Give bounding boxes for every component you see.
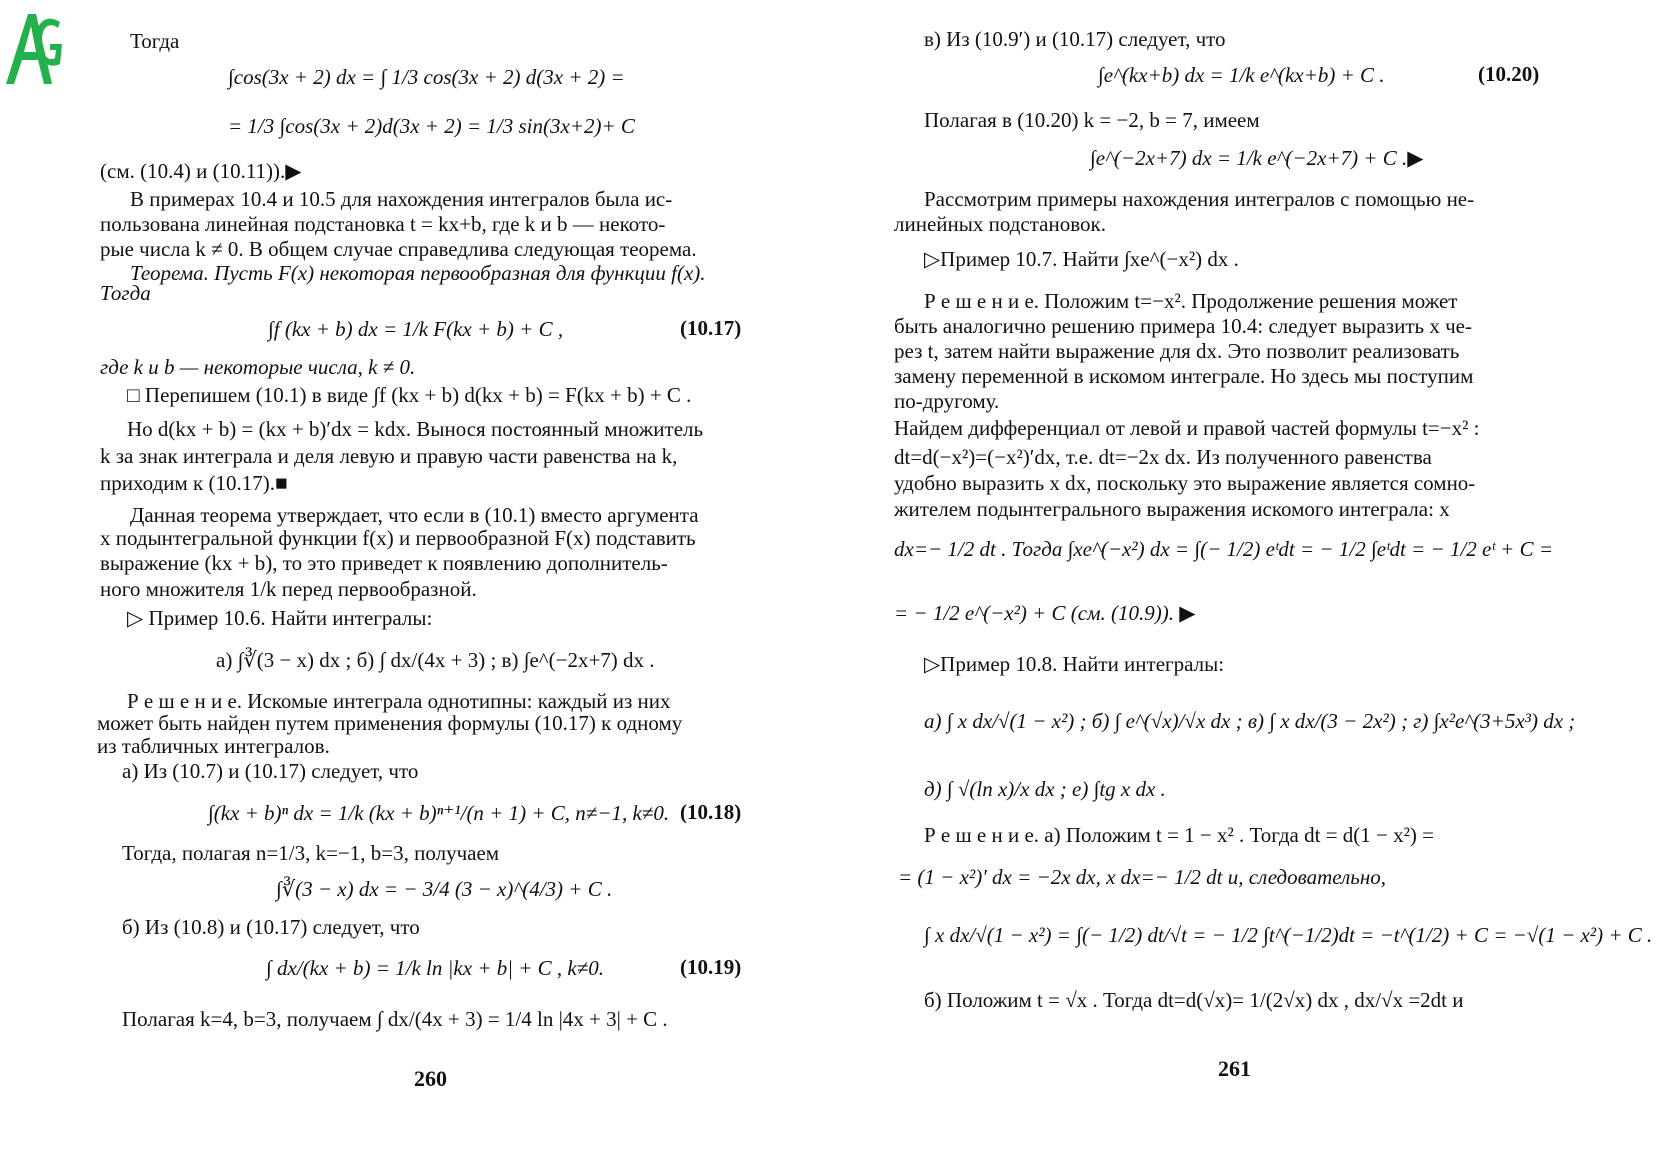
text-line: линейных подстановок. <box>894 212 1106 236</box>
text-line: Найдем дифференциал от левой и правой частей формулы t=−x² : <box>894 416 1480 440</box>
example-heading: ▷Пример 10.7. Найти ∫xe^(−x²) dx . <box>924 247 1239 271</box>
formula-line: dx=− 1/2 dt . Тогда ∫xe^(−x²) dx = ∫(− 1/2) eᵗdt = − 1/2 ∫eᵗdt = − 1/2 eᵗ + C = <box>894 537 1553 561</box>
text-line: быть аналогично решению примера 10.4: следует выразить x че- <box>894 314 1472 338</box>
text-line: жителем подынтегрального выражения искомого интеграла: x <box>894 497 1450 521</box>
text-line: из табличных интегралов. <box>97 734 330 758</box>
text-line: □ Перепишем (10.1) в виде ∫f (kx + b) d(kx + b) = F(kx + b) + C . <box>127 383 692 407</box>
equation-number: (10.20) <box>1478 62 1540 86</box>
example-heading: ▷ Пример 10.6. Найти интегралы: <box>127 606 433 630</box>
formula-line: = (1 − x²)′ dx = −2x dx, x dx=− 1/2 dt и, следовательно, <box>898 865 1386 889</box>
text-line: выражение (kx + b), то это приведет к появлению дополнитель- <box>100 551 668 575</box>
equation-number: (10.18) <box>680 800 742 824</box>
left-page <box>0 0 830 1161</box>
page-number: 261 <box>1218 1056 1251 1081</box>
text-line: Полагая k=4, b=3, получаем ∫ dx/(4x + 3) = 1/4 ln |4x + 3| + C . <box>122 1007 668 1031</box>
theorem-line: Теорема. Пусть F(x) некоторая первообразная для функции f(x). <box>130 261 706 285</box>
formula-line: ∫ dx/(kx + b) = 1/k ln |kx + b| + C , k≠0. <box>266 956 604 980</box>
text-line: Тогда, полагая n=1/3, k=−1, b=3, получаем <box>122 841 500 865</box>
text-line: Полагая в (10.20) k = −2, b = 7, имеем <box>924 108 1260 132</box>
example-heading: ▷Пример 10.8. Найти интегралы: <box>924 652 1225 676</box>
text-line: рые числа k ≠ 0. В общем случае справедлива следующая теорема. <box>100 237 697 261</box>
formula-line: ∫cos(3x + 2) dx = ∫ 1/3 cos(3x + 2) d(3x + 2) = <box>228 65 625 89</box>
formula-line: ∫f (kx + b) dx = 1/k F(kx + b) + C , <box>268 317 564 341</box>
text-line: удобно выразить x dx, поскольку это выражение является сомно- <box>894 471 1476 495</box>
text-line: в) Из (10.9′) и (10.17) следует, что <box>924 27 1226 51</box>
text-line: б) Положим t = √x . Тогда dt=d(√x)= 1/(2√x) dx , dx/√x =2dt и <box>924 988 1464 1012</box>
formula-line: ∫e^(−2x+7) dx = 1/k e^(−2x+7) + C .▶ <box>1090 146 1424 170</box>
text-line: а) Из (10.7) и (10.17) следует, что <box>122 759 419 783</box>
text-line: Рассмотрим примеры нахождения интегралов с помощью не- <box>924 187 1475 211</box>
text-line: dt=d(−x²)=(−x²)′dx, т.е. dt=−2x dx. Из полученного равенства <box>894 445 1432 469</box>
theorem-line: Тогда <box>100 281 151 305</box>
text-line: пользована линейная подстановка t = kx+b, где k и b — некото- <box>100 212 666 236</box>
formula-line: ∫e^(kx+b) dx = 1/k e^(kx+b) + C . <box>1098 63 1385 87</box>
formula-line: = 1/3 ∫cos(3x + 2)d(3x + 2) = 1/3 sin(3x+2)+ C <box>228 114 635 138</box>
text-line: рез t, затем найти выражение для dx. Это позволит реализовать <box>894 339 1460 363</box>
text-line: k за знак интеграла и деля левую и правую части равенства на k, <box>100 444 678 468</box>
text-line: x подынтегральной функции f(x) и первообразной F(x) подставить <box>100 526 696 550</box>
formula-line: ∫(kx + b)ⁿ dx = 1/k (kx + b)ⁿ⁺¹/(n + 1) + C, n≠−1, k≠0. <box>208 801 670 825</box>
text-line: Р е ш е н и е. Искомые интеграла однотипны: каждый из них <box>127 689 671 713</box>
text-line: Но d(kx + b) = (kx + b)′dx = kdx. Вынося постоянный множитель <box>127 417 704 441</box>
text-line: по-другому. <box>894 389 1000 413</box>
formula-line: а) ∫ x dx/√(1 − x²) ; б) ∫ e^(√x)/√x dx ; в) ∫ x dx/(3 − 2x²) ; г) ∫x²e^(3+5x³) dx ; <box>924 709 1576 733</box>
text-line: Тогда <box>130 29 180 53</box>
text-line: б) Из (10.8) и (10.17) следует, что <box>122 915 420 939</box>
text-line: замену переменной в искомом интеграле. Но здесь мы поступим <box>894 364 1474 388</box>
text-line: В примерах 10.4 и 10.5 для нахождения интегралов была ис- <box>130 187 673 211</box>
text-line: Данная теорема утверждает, что если в (10.1) вместо аргумента <box>130 503 699 527</box>
equation-number: (10.19) <box>680 955 742 979</box>
text-line: (см. (10.4) и (10.11)).▶ <box>100 159 302 183</box>
formula-line: д) ∫ √(ln x)/x dx ; е) ∫tg x dx . <box>924 777 1166 801</box>
text-line: Р е ш е н и е. а) Положим t = 1 − x² . Тогда dt = d(1 − x²) = <box>924 823 1435 847</box>
text-line: Р е ш е н и е. Положим t=−x². Продолжение решения может <box>924 289 1458 313</box>
equation-number: (10.17) <box>680 316 742 340</box>
text-line: приходим к (10.17).■ <box>100 471 288 495</box>
text-line: может быть найден путем применения формулы (10.17) к одному <box>97 711 683 735</box>
text-line: где k и b — некоторые числа, k ≠ 0. <box>100 355 416 379</box>
right-page <box>894 0 1662 1161</box>
text-line: ного множителя 1/k перед первообразной. <box>100 577 477 601</box>
formula-line: а) ∫∛(3 − x) dx ; б) ∫ dx/(4x + 3) ; в) ∫e^(−2x+7) dx . <box>216 648 655 672</box>
page-number: 260 <box>414 1066 447 1091</box>
formula-line: ∫∛(3 − x) dx = − 3/4 (3 − x)^(4/3) + C . <box>276 877 613 901</box>
formula-line: ∫ x dx/√(1 − x²) = ∫(− 1/2) dt/√t = − 1/2 ∫t^(−1/2)dt = −t^(1/2) + C = −√(1 − x²) + C . <box>924 923 1653 947</box>
formula-line: = − 1/2 e^(−x²) + C (см. (10.9)). ▶ <box>894 601 1196 625</box>
